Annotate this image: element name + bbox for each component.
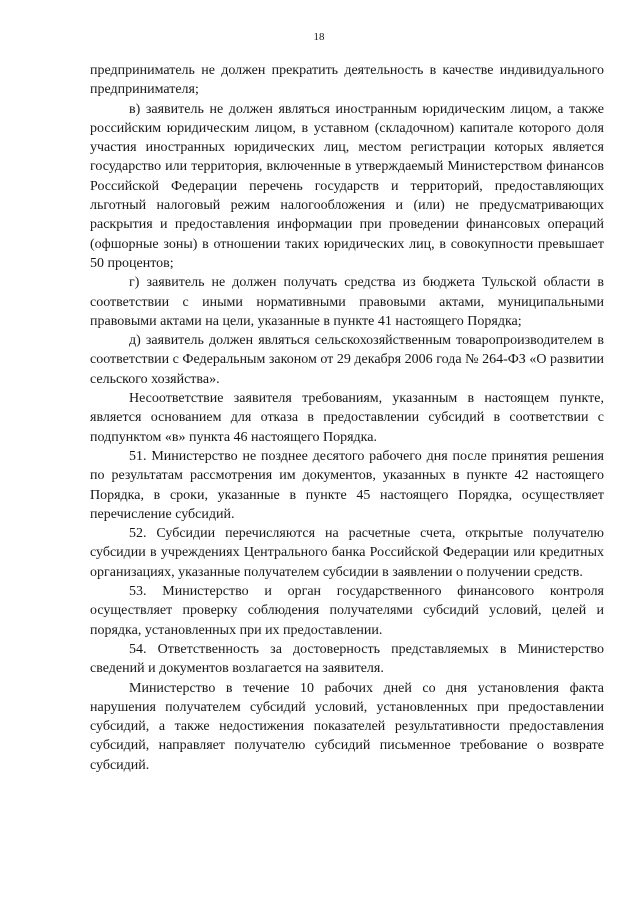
document-body — [90, 61, 604, 775]
paragraph-noncompliance: Несоответствие заявителя требованиям, указанным в настоящем пункте, является основанием для отказа в предоставлении субсидий в соответствии с подпунктом «в» пункта 46 настоящего Порядка. — [90, 391, 604, 445]
paragraph-52: 52. Субсидии перечисляются на расчетные счета, открытые получателю субсидии в учреждениях Центрального банка Российской Федерации или кредитных организациях, указанные получателем субсидии в заявлении о получении средств. — [90, 526, 604, 580]
paragraph-51: 51. Министерство не позднее десятого рабочего дня после принятия решения по результатам рассмотрения им документов, указанных в пункте 42 настоящего Порядка, в сроки, указанные в пункте 45 настоящего Порядка, осуществляет перечисление субсидий. — [90, 448, 604, 522]
paragraph-item-g: г) заявитель не должен получать средства из бюджета Тульской области в соответствии с иными нормативными правовыми актами, муниципальными правовыми актами на цели, указанные в пункте 41 настоящего Порядка; — [90, 275, 604, 329]
paragraph-continuation: предприниматель не должен прекратить деятельность в качестве индивидуального предпринимателя; — [90, 63, 604, 98]
paragraph-refund-demand: Министерство в течение 10 рабочих дней со дня установления факта нарушения получателем субсидий условий, установленных при предоставлении субсидий, а также недостижения показателей результативности предоставления субсидий, направляет получателю субсидий письменное требование о возврате субсидий. — [90, 680, 604, 773]
paragraph-53: 53. Министерство и орган государственного финансового контроля осуществляет проверку соблюдения получателями субсидий условий, целей и порядка, установленных при их предоставлении. — [90, 584, 604, 638]
page-number: 18 — [313, 31, 325, 43]
paragraph-54: 54. Ответственность за достоверность представляемых в Министерство сведений и документов возлагается на заявителя. — [90, 641, 604, 677]
paragraph-item-d: д) заявитель должен являться сельскохозяйственным товаропроизводителем в соответствии с Федеральным законом от 29 декабря 2006 года № 264-ФЗ «О развитии сельского хозяйства». — [90, 333, 604, 387]
paragraph-item-v: в) заявитель не должен являться иностранным юридическим лицом, а также российским юридическим лицом, в уставном (складочном) капитале которого доля участия иностранных юридических лиц, местом регистрации которых является государство или территория, включенные в утверждаемый Министерством финансов Российской Федерации перечень государств и территорий, предоставляющих льготный налоговый режим налогообложения и (или) не предусматривающих раскрытия и предоставления информации при проведении финансовых операций (офшорные зоны) в отношении таких юридических лиц, в совокупности превышает 50 процентов; — [90, 101, 604, 271]
